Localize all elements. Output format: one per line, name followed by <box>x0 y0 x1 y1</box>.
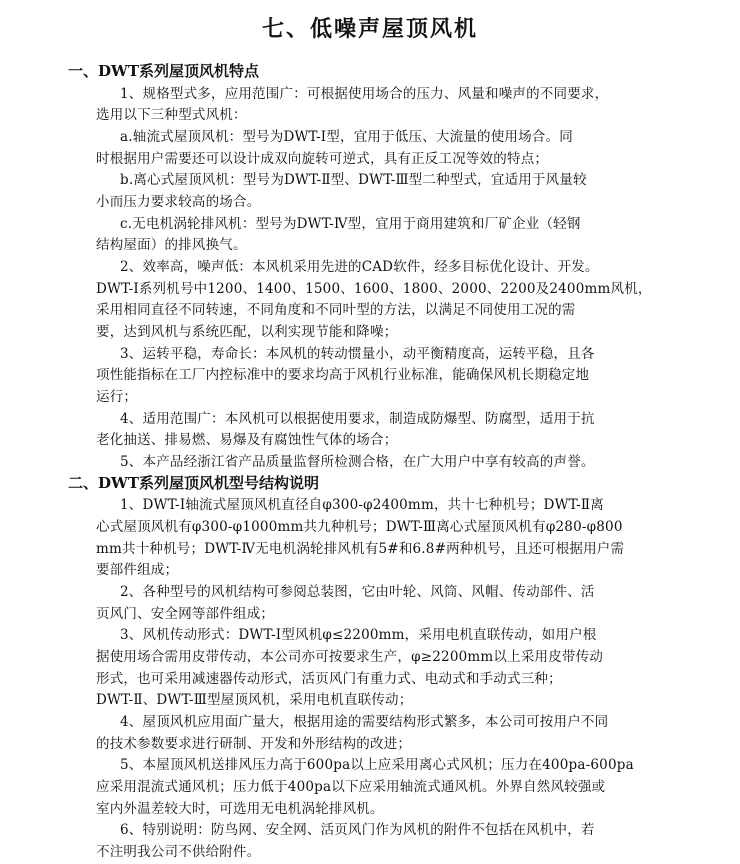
body-line: 形式，也可采用减速器传动形式，活页风门有重力式、电动式和手动式三种； <box>96 670 562 687</box>
body-line: 1、DWT-Ⅰ轴流式屋顶风机直径自φ300-φ2400mm，共十七种机号；DWT-Ⅱ离 <box>120 497 604 514</box>
body-line: 选用以下三种型式风机： <box>96 107 247 124</box>
body-line: c.无电机涡轮排风机：型号为DWT-Ⅳ型，宜用于商用建筑和厂矿企业（轻钢 <box>120 215 581 232</box>
body-line: DWT-Ⅱ、DWT-Ⅲ型屋顶风机，采用电机直联传动； <box>96 692 413 709</box>
body-line: 运行； <box>96 389 138 405</box>
body-line: 室内外温差较大时，可选用无电机涡轮排风机。 <box>96 800 384 817</box>
body-line: 据使用场合需用皮带传动，本公司亦可按要求生产，φ≥2200mm以上采用皮带传动 <box>96 649 604 665</box>
body-line: 不注明我公司不供给附件。 <box>96 844 261 860</box>
body-line: DWT-Ⅰ系列机号中1200、1400、1500、1600、1800、2000、2200及2400mm风机， <box>96 280 652 297</box>
body-line: 3、风机传动形式：DWT-Ⅰ型风机φ≤2200mm，采用电机直联传动，如用户根 <box>120 627 597 644</box>
body-line: b.离心式屋顶风机：型号为DWT-Ⅱ型、DWT-Ⅲ型二种型式，宜适用于风量较 <box>120 172 587 189</box>
body-line: 心式屋顶风机有φ300-φ1000mm共九种机号；DWT-Ⅲ离心式屋顶风机有φ280-φ800 <box>96 519 623 535</box>
body-line: 2、各种型号的风机结构可参阅总装图，它由叶轮、风筒、风帽、传动部件、活 <box>120 584 595 600</box>
body-line: 页风门、安全网等部件组成； <box>96 605 275 622</box>
body-line: 应采用混流式通风机；压力低于400pa以下应采用轴流式通风机。外界自然风较强或 <box>96 779 606 795</box>
body-line: 结构屋面）的排风换气。 <box>96 237 247 254</box>
body-line: 要部件组成； <box>96 562 179 579</box>
body-line: 采用相同直径不同转速，不同角度和不同叶型的方法，以满足不同使用工况的需 <box>96 302 576 319</box>
body-line: 1、规格型式多，应用范围广：可根据使用场合的压力、风量和噪声的不同要求， <box>120 85 609 102</box>
body-line: 6、特别说明：防鸟网、安全网、活页风门作为风机的附件不包括在风机中，若 <box>120 822 595 839</box>
body-line: 3、运转平稳，寿命长：本风机的转动惯量小，动平衡精度高，运转平稳，且各 <box>120 345 595 362</box>
body-line: 时根据用户需要还可以设计成双向旋转可逆式，具有正反工况等效的特点； <box>96 150 549 167</box>
body-line: 5、本产品经浙江省产品质量监督所检测合格，在广大用户中享有较高的声誉。 <box>120 454 595 470</box>
body-line: 小而压力要求较高的场合。 <box>96 194 261 210</box>
body-line: 5、本屋顶风机送排风压力高于600pa以上应采用离心式风机；压力在400pa-600pa <box>120 757 634 774</box>
page-title: 七、低噪声屋顶风机 <box>261 16 478 42</box>
section-heading-features: 一、DWT系列屋顶风机特点 <box>68 62 260 80</box>
body-line: 4、适用范围广：本风机可以根据使用要求，制造成防爆型、防腐型，适用于抗 <box>120 410 595 427</box>
body-line: a.轴流式屋顶风机：型号为DWT-Ⅰ型，宜用于低压、大流量的使用场合。同 <box>120 129 573 145</box>
body-line: 4、屋顶风机应用面广量大，根据用途的需要结构形式繁多，本公司可按用户不同 <box>120 714 609 730</box>
body-line: mm共十种机号；DWT-Ⅳ无电机涡轮排风机有5#和6.8#两种机号，且还可根据用户需 <box>96 540 625 557</box>
body-line: 要，达到风机与系统匹配，以利实现节能和降噪； <box>96 324 398 340</box>
body-line: 的技术参数要求进行研制、开发和外形结构的改进； <box>96 735 412 752</box>
body-line: 2、效率高，噪声低：本风机采用先进的CAD软件，经多目标优化设计、开发。 <box>120 259 599 275</box>
section-heading-structure: 二、DWT系列屋顶风机型号结构说明 <box>68 473 320 492</box>
body-line: 项性能指标在工厂内控标准中的要求均高于风机行业标准，能确保风机长期稳定地 <box>96 367 590 384</box>
body-line: 老化抽送、排易燃、易爆及有腐蚀性气体的场合； <box>96 432 398 449</box>
